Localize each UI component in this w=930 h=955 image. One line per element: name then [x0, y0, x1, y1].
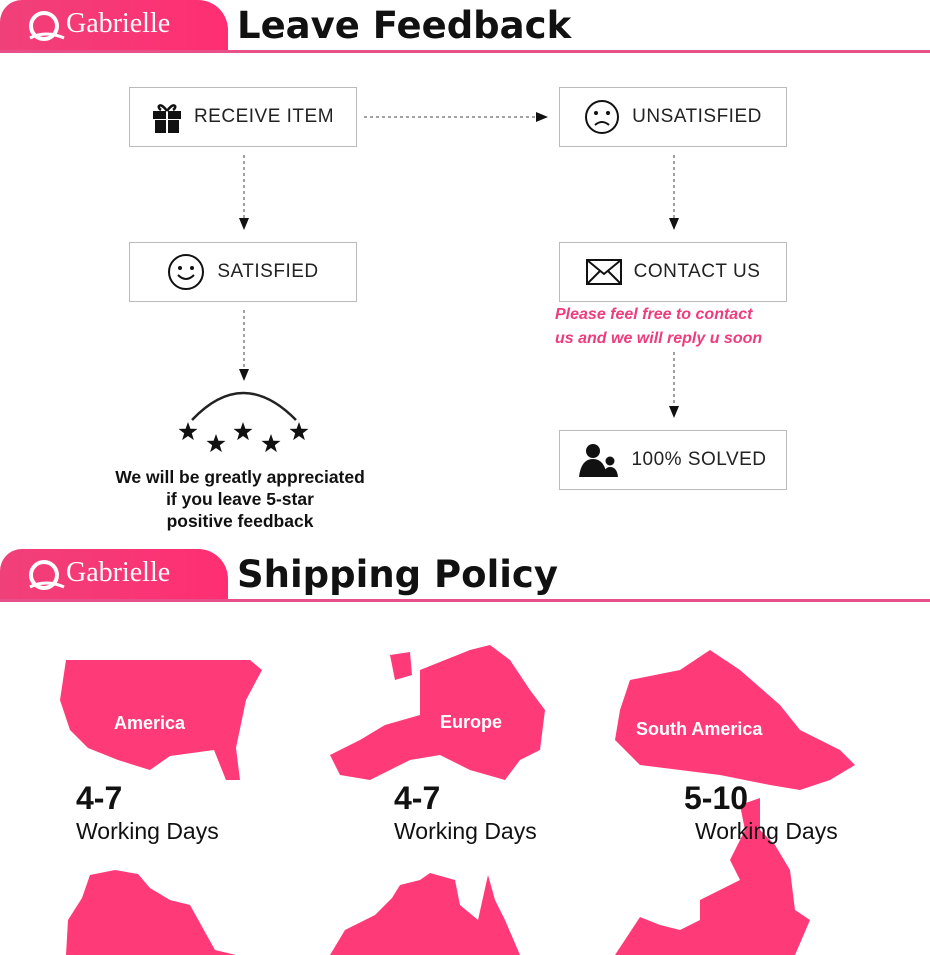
- header-divider: [0, 599, 930, 602]
- africa-map: [66, 870, 236, 955]
- star-icon: [262, 434, 281, 452]
- delivery-days: 4-7: [394, 780, 441, 816]
- section-title: Leave Feedback: [237, 4, 572, 47]
- star-icon: [234, 422, 253, 440]
- delivery-unit: Working Days: [76, 818, 219, 844]
- region-maps: [0, 630, 930, 955]
- logo-swirl-icon: [26, 557, 66, 595]
- star-icon: [290, 422, 309, 440]
- europe-map: [330, 645, 545, 780]
- region-label: South America: [636, 719, 763, 739]
- appreciation-line: We will be greatly appreciated: [115, 467, 365, 487]
- delivery-unit: Working Days: [695, 818, 838, 844]
- step-label: UNSATISFIED: [632, 106, 762, 127]
- delivery-unit: Working Days: [394, 818, 537, 844]
- delivery-days: 4-7: [76, 780, 123, 816]
- contact-note: Please feel free to contact: [555, 306, 753, 323]
- region-label: America: [114, 713, 186, 733]
- appreciation-line: positive feedback: [166, 511, 314, 531]
- step-label: 100% SOLVED: [631, 449, 767, 470]
- brand-logo: [0, 549, 228, 601]
- star-icon: [207, 434, 226, 452]
- shipping-header: [0, 549, 930, 603]
- step-label: SATISFIED: [217, 261, 319, 282]
- brand-name: Gabrielle: [66, 8, 171, 39]
- region-label: Europe: [440, 712, 503, 732]
- brand-name: Gabrielle: [66, 557, 171, 588]
- contact-note: us and we will reply u soon: [555, 330, 763, 347]
- section-title: Shipping Policy: [237, 553, 558, 596]
- step-label: RECEIVE ITEM: [193, 106, 335, 127]
- appreciation-line: if you leave 5-star: [166, 489, 314, 509]
- stars-arc: [192, 393, 296, 420]
- australia-map: [330, 873, 520, 955]
- delivery-days: 5-10: [684, 780, 749, 816]
- step-label: CONTACT US: [633, 261, 761, 282]
- star-icon: [179, 422, 198, 440]
- appreciation-text: [80, 466, 400, 532]
